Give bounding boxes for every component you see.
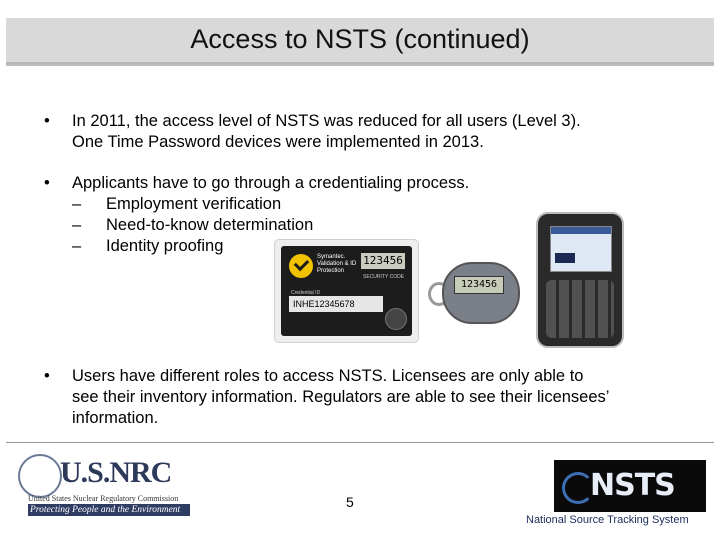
card-credential-id: INHE12345678	[289, 296, 383, 312]
nrc-subtitle: United States Nuclear Regulatory Commission	[28, 494, 179, 503]
bullet-1-line-2: One Time Password devices were implemented in 2013.	[72, 133, 484, 151]
atom-icon	[18, 454, 62, 498]
nrc-wordmark: U.S.NRC	[60, 456, 172, 489]
nsts-logo	[554, 460, 706, 512]
sub-bullet-1	[72, 194, 281, 215]
bullet-2-line-1: Applicants have to go through a credentialing process.	[72, 174, 470, 192]
card-brand: Symantec. Validation & ID Protection	[317, 254, 357, 274]
bullet-dot: •	[44, 112, 50, 130]
title-bar	[6, 18, 714, 64]
bullet-1-line-1: In 2011, the access level of NSTS was reduced for all users (Level 3).	[72, 112, 581, 130]
nsts-caption: National Source Tracking System	[526, 514, 689, 526]
card-press-button	[385, 308, 407, 330]
bullet-dot: •	[44, 367, 50, 385]
sub-bullet-2	[72, 215, 313, 236]
nrc-tagline: Protecting People and the Environment	[30, 505, 181, 515]
dash: –	[72, 216, 82, 234]
card-security-label: SECURITY CODE	[363, 274, 405, 280]
bullet-dot: •	[44, 174, 50, 192]
nsts-logo-text: NSTS	[590, 468, 675, 503]
bullet-3-line-2: see their inventory information. Regulators are able to see their licensees’	[72, 388, 610, 406]
otp-token-fob-image	[428, 258, 518, 324]
phone-screen	[550, 226, 612, 272]
page-number: 5	[346, 494, 354, 510]
dash: –	[72, 195, 82, 213]
card-code: 123456	[361, 253, 405, 269]
sub-bullet-1-text: Employment verification	[106, 195, 282, 213]
bullet-3-line-1: Users have different roles to access NSTS. Licensees are only able to	[72, 367, 584, 385]
bullet-3-line-3: information.	[72, 409, 159, 427]
card-credential-label: Credential ID	[291, 290, 321, 296]
nrc-logo	[14, 452, 194, 524]
fob-code: 123456	[454, 276, 504, 294]
slide-title: Access to NSTS (continued)	[190, 24, 530, 54]
phone-keyboard	[546, 280, 614, 338]
sub-bullet-3	[72, 236, 223, 257]
otp-card-image	[275, 240, 418, 342]
dash: –	[72, 237, 82, 255]
sub-bullet-2-text: Need-to-know determination	[106, 216, 314, 234]
footer-divider	[6, 442, 714, 443]
sub-bullet-3-text: Identity proofing	[106, 237, 224, 255]
blackberry-phone-image	[536, 212, 624, 348]
title-rule	[6, 64, 714, 66]
